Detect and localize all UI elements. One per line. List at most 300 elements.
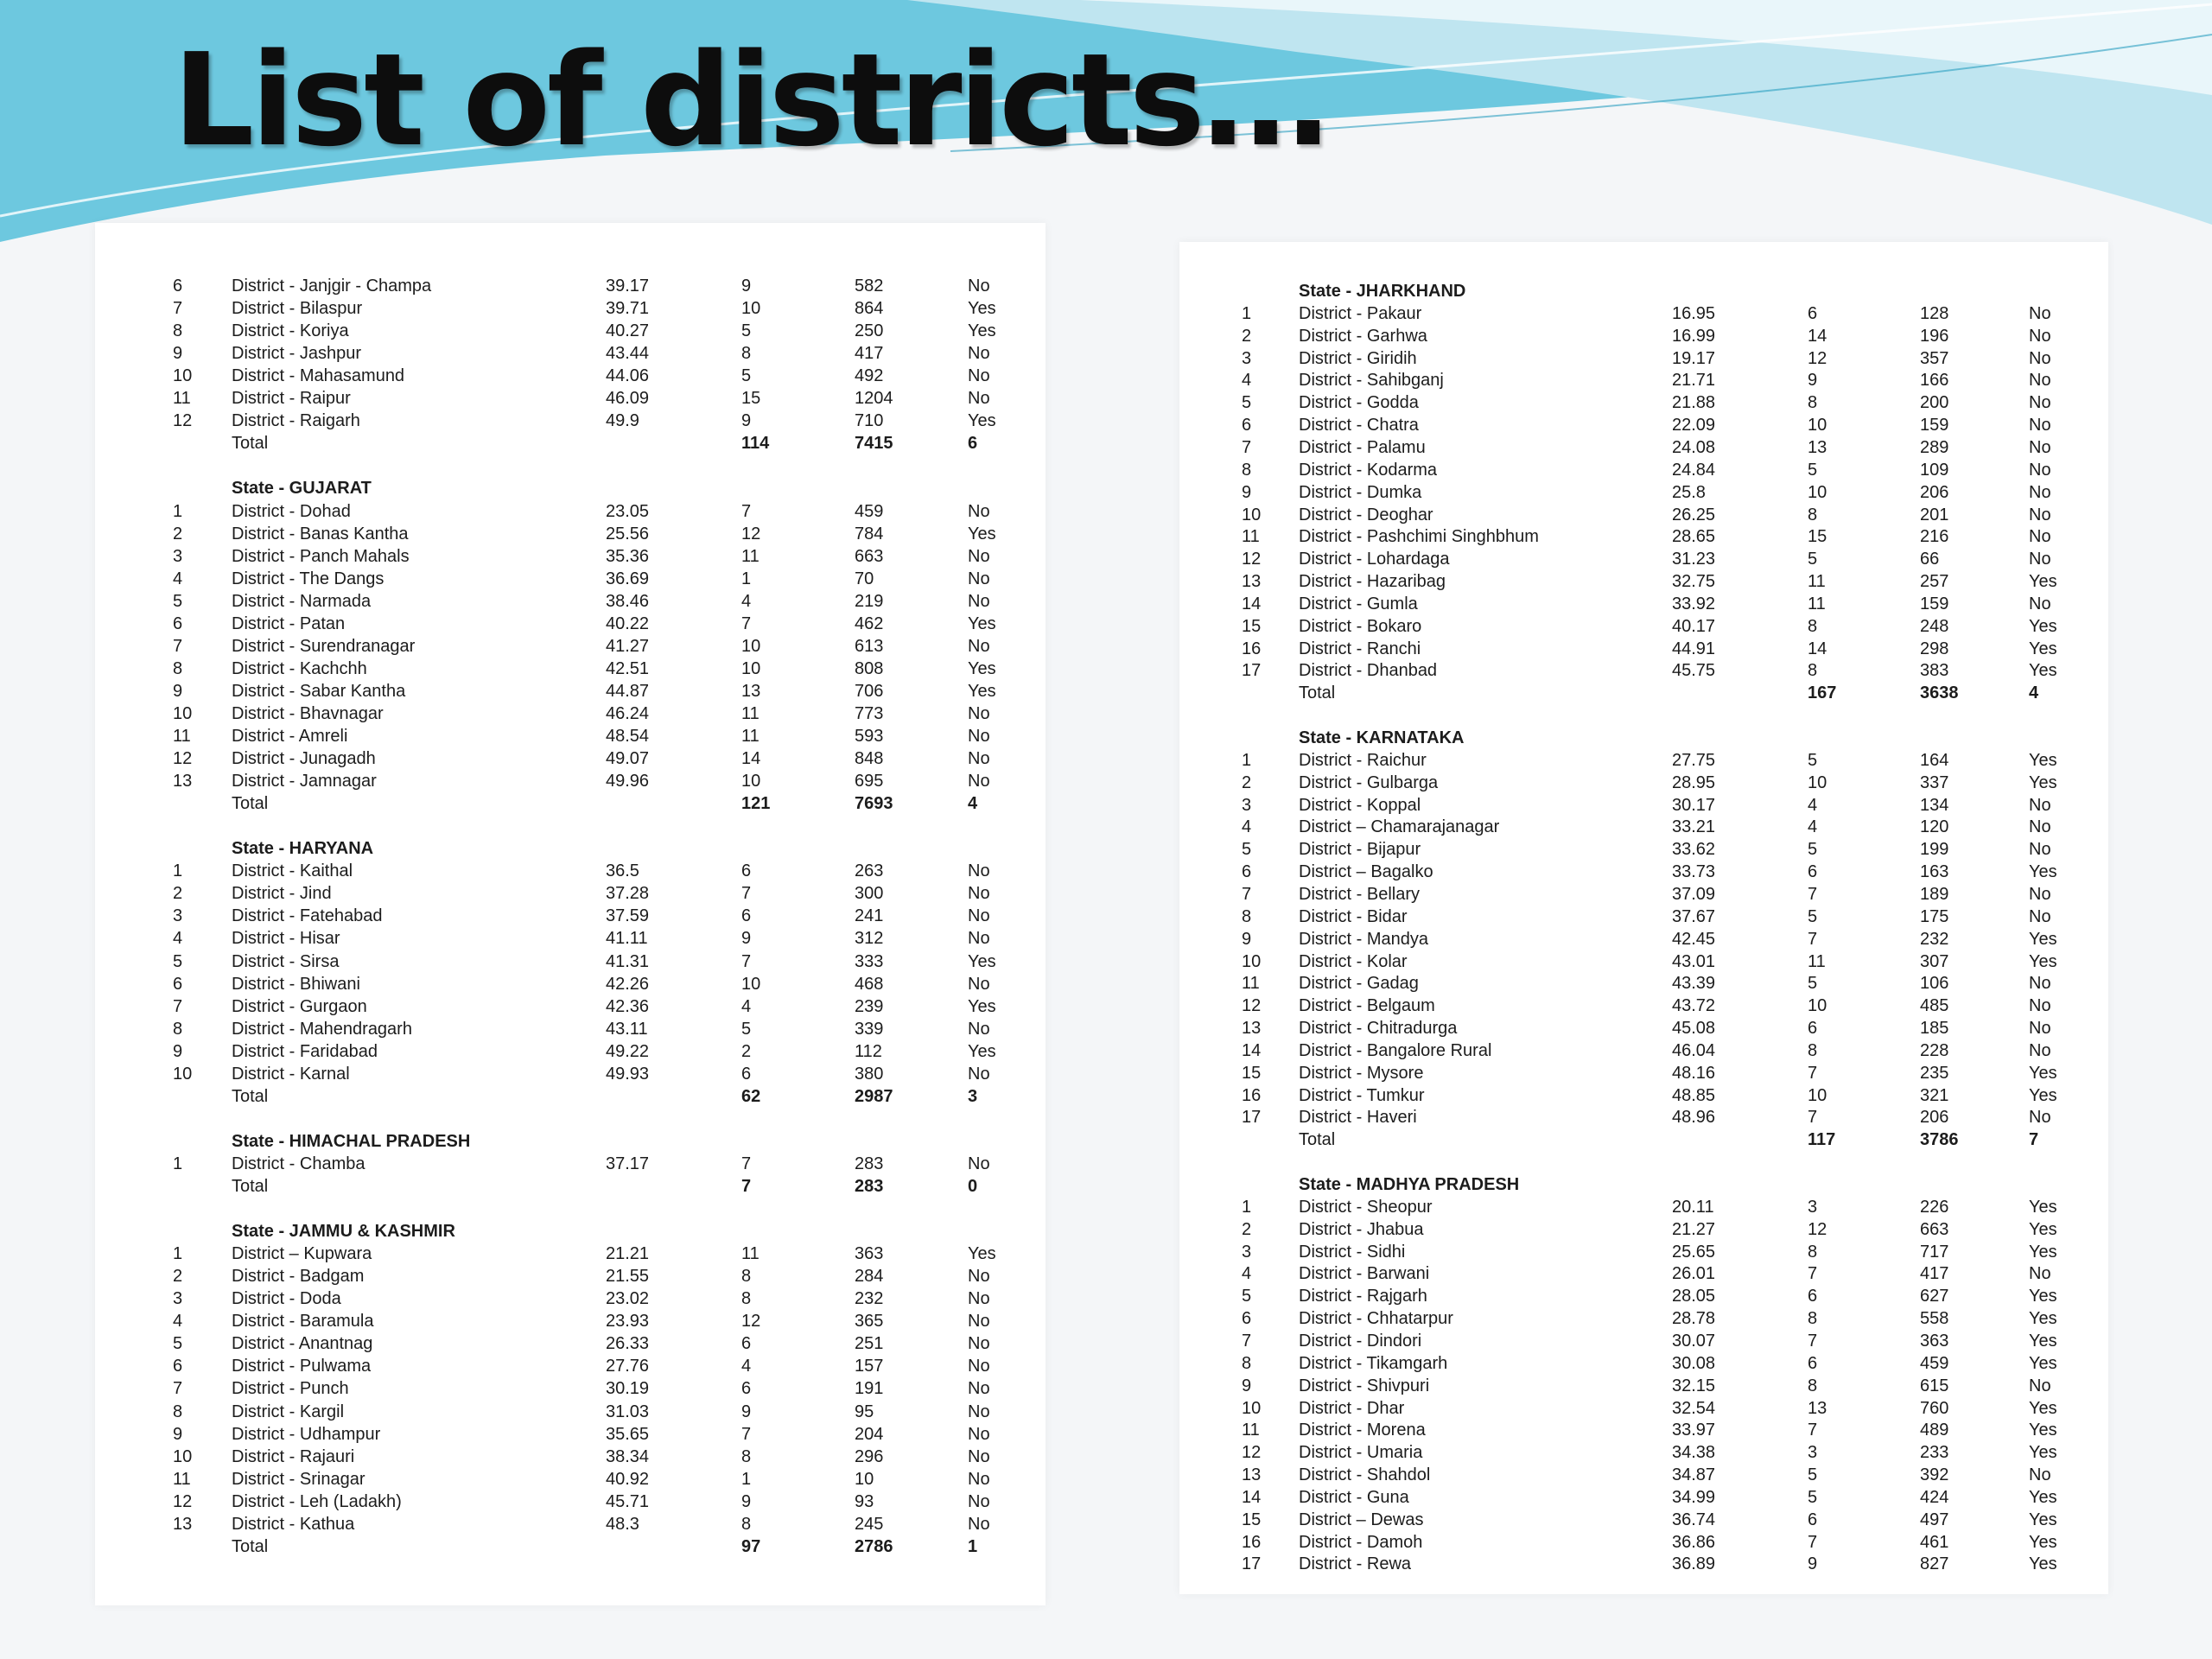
table-cell: 30.19 — [606, 1379, 650, 1399]
table-cell: 459 — [855, 501, 884, 521]
table-cell: 26.33 — [606, 1334, 650, 1354]
table-cell: 37.09 — [1672, 884, 1716, 904]
table-cell: 16.99 — [1672, 326, 1716, 346]
table-cell: No — [2029, 303, 2051, 323]
table-cell: 11 — [1242, 527, 1260, 547]
table-cell: 10 — [173, 366, 193, 386]
table-cell: 13 — [1242, 1019, 1262, 1039]
table-cell: 206 — [1920, 1108, 1949, 1128]
table-cell: 615 — [1920, 1376, 1949, 1395]
table-cell: No — [968, 1424, 990, 1444]
table-cell: 6 — [1242, 862, 1252, 882]
table-cell: District - Giridih — [1299, 348, 1417, 368]
table-cell: District - The Dangs — [232, 569, 385, 588]
table-cell: 7 — [741, 1177, 752, 1196]
table-cell: District - Punch — [232, 1379, 349, 1399]
table-cell: 489 — [1920, 1421, 1949, 1440]
table-cell: 163 — [1920, 862, 1949, 882]
table-cell: Yes — [2029, 862, 2057, 882]
table-cell: District - Amreli — [232, 727, 348, 746]
table-cell: 28.05 — [1672, 1287, 1716, 1306]
table-cell: 3638 — [1920, 683, 1959, 703]
table-cell: District - Hisar — [232, 929, 340, 949]
table-cell: 6 — [173, 1357, 183, 1376]
table-cell: Yes — [968, 951, 996, 971]
table-cell: District - Gulbarga — [1299, 772, 1439, 792]
table-cell: 13 — [1808, 437, 1827, 457]
table-cell: 717 — [1920, 1242, 1949, 1262]
table-cell: 228 — [1920, 1040, 1949, 1060]
table-cell: District - Banas Kantha — [232, 524, 409, 543]
table-cell: 13 — [1242, 572, 1262, 592]
table-cell: 7 — [173, 1379, 183, 1399]
table-cell: 3 — [1808, 1197, 1818, 1217]
table-cell: 5 — [173, 951, 183, 971]
table-cell: 8 — [1808, 505, 1818, 524]
table-cell: 39.71 — [606, 299, 650, 319]
table-cell: 31.23 — [1672, 550, 1716, 569]
table-cell: Yes — [2029, 1443, 2057, 1463]
table-cell: District - Kathua — [232, 1514, 355, 1534]
table-cell: District - Rajauri — [232, 1446, 355, 1466]
table-cell: 251 — [855, 1334, 884, 1354]
table-cell: 6 — [968, 434, 978, 454]
table-cell: 6 — [1808, 1510, 1818, 1529]
table-cell: Yes — [2029, 661, 2057, 681]
table-cell: Yes — [2029, 1085, 2057, 1105]
table-cell: No — [968, 1491, 990, 1511]
table-cell: Total — [232, 794, 269, 814]
table-cell: Total — [1299, 683, 1336, 703]
table-cell: 10 — [741, 636, 761, 656]
table-cell: District - Raigarh — [232, 411, 360, 431]
table-cell: No — [968, 929, 990, 949]
table-cell: 12 — [1808, 1219, 1827, 1239]
table-cell: 6 — [173, 613, 183, 633]
table-cell: Yes — [2029, 1331, 2057, 1351]
table-cell: 1 — [741, 1469, 752, 1489]
table-cell: 10 — [1242, 951, 1262, 971]
table-cell: 112 — [855, 1041, 882, 1061]
table-cell: 6 — [1242, 416, 1252, 435]
table-cell: District - Doda — [232, 1289, 341, 1309]
table-cell: 706 — [855, 681, 884, 701]
table-cell: 593 — [855, 727, 884, 746]
table-cell: 45.75 — [1672, 661, 1716, 681]
table-cell: 710 — [855, 411, 884, 431]
table-cell: District - Jhabua — [1299, 1219, 1424, 1239]
table-cell: 159 — [1920, 594, 1949, 613]
table-cell: 9 — [1242, 482, 1252, 502]
table-cell: No — [2029, 371, 2051, 391]
table-cell: No — [968, 1446, 990, 1466]
table-cell: District - Pashchimi Singhbhum — [1299, 527, 1539, 547]
table-cell: No — [968, 501, 990, 521]
table-cell: 4 — [741, 1357, 752, 1376]
table-cell: 5 — [173, 591, 183, 611]
table-cell: 97 — [741, 1536, 761, 1556]
table-cell: 11 — [1242, 974, 1260, 994]
table-cell: 4 — [1808, 817, 1818, 837]
table-cell: 3 — [1242, 348, 1252, 368]
table-cell: 30.08 — [1672, 1353, 1716, 1373]
table-cell: District - Guna — [1299, 1487, 1409, 1507]
table-cell: District - Panch Mahals — [232, 546, 410, 566]
table-cell: District - Bijapur — [1299, 840, 1421, 860]
table-cell: 8 — [741, 1289, 752, 1309]
table-cell: 8 — [1242, 460, 1252, 480]
table-cell: 784 — [855, 524, 884, 543]
table-cell: 663 — [1920, 1219, 1949, 1239]
table-cell: 3 — [173, 1289, 183, 1309]
table-cell: District - Koriya — [232, 321, 349, 341]
table-cell: 128 — [1920, 303, 1949, 323]
table-cell: 42.36 — [606, 996, 650, 1016]
table-cell: District - Patan — [232, 613, 346, 633]
table-cell: 23.93 — [606, 1312, 650, 1332]
table-cell: 27.76 — [606, 1357, 650, 1376]
table-cell: 8 — [741, 1446, 752, 1466]
table-cell: District - Ranchi — [1299, 639, 1421, 658]
table-cell: No — [968, 1019, 990, 1039]
table-cell: 30.07 — [1672, 1331, 1716, 1351]
table-cell: 7 — [741, 501, 752, 521]
table-cell: No — [968, 861, 990, 881]
table-cell: No — [2029, 884, 2051, 904]
table-cell: 28.65 — [1672, 527, 1716, 547]
table-cell: 8 — [1808, 1309, 1818, 1329]
table-cell: 4 — [173, 569, 183, 588]
table-cell: 15 — [1808, 527, 1827, 547]
table-cell: Yes — [968, 321, 996, 341]
table-cell: 5 — [1242, 1287, 1252, 1306]
table-cell: District - Hazaribag — [1299, 572, 1446, 592]
table-cell: No — [968, 1334, 990, 1354]
table-cell: District - Bokaro — [1299, 616, 1422, 636]
table-cell: Yes — [2029, 750, 2057, 770]
table-cell: District - Pakaur — [1299, 303, 1422, 323]
table-cell: 9 — [741, 929, 752, 949]
table-cell: District - Dumka — [1299, 482, 1422, 502]
table-cell: 49.93 — [606, 1064, 650, 1084]
table-cell: 12 — [1808, 348, 1827, 368]
table-cell: Yes — [2029, 1353, 2057, 1373]
table-cell: 248 — [1920, 616, 1949, 636]
table-cell: 6 — [741, 1334, 752, 1354]
table-cell: No — [2029, 996, 2051, 1016]
table-cell: 1204 — [855, 389, 893, 409]
table-cell: District - Sheopur — [1299, 1197, 1433, 1217]
table-cell: 28.95 — [1672, 772, 1716, 792]
table-cell: District - Dhanbad — [1299, 661, 1438, 681]
table-cell: District – Dewas — [1299, 1510, 1424, 1529]
table-cell: 1 — [741, 569, 752, 588]
table-cell: 8 — [1808, 1376, 1818, 1395]
table-cell: District - Bhavnagar — [232, 703, 384, 723]
table-cell: 23.02 — [606, 1289, 650, 1309]
table-cell: District - Lohardaga — [1299, 550, 1450, 569]
table-cell: 10 — [1808, 482, 1827, 502]
table-cell: 3786 — [1920, 1130, 1959, 1150]
table-cell: 43.01 — [1672, 951, 1716, 971]
table-cell: District - Damoh — [1299, 1532, 1423, 1552]
table-cell: 16 — [1242, 1532, 1262, 1552]
table-cell: District - Umaria — [1299, 1443, 1423, 1463]
table-cell: 284 — [855, 1267, 884, 1287]
table-cell: 10 — [173, 1064, 193, 1084]
table-cell: District - Sidhi — [1299, 1242, 1406, 1262]
table-cell: 8 — [1808, 1242, 1818, 1262]
table-cell: 43.72 — [1672, 996, 1716, 1016]
table-cell: 32.15 — [1672, 1376, 1716, 1395]
table-cell: 5 — [741, 321, 752, 341]
table-cell: 492 — [855, 366, 884, 386]
table-cell: 12 — [741, 524, 761, 543]
table-cell: 695 — [855, 772, 884, 791]
table-cell: 42.26 — [606, 974, 650, 994]
table-cell: 5 — [741, 366, 752, 386]
table-cell: 10 — [1808, 996, 1827, 1016]
table-cell: 337 — [1920, 772, 1949, 792]
table-cell: No — [2029, 1019, 2051, 1039]
table-cell: District - Sabar Kantha — [232, 681, 406, 701]
table-cell: 43.44 — [606, 344, 650, 364]
table-cell: 7 — [741, 884, 752, 904]
table-cell: No — [2029, 393, 2051, 413]
table-cell: 848 — [855, 749, 884, 769]
table-cell: 7 — [741, 1154, 752, 1173]
table-cell: District - Chatra — [1299, 416, 1419, 435]
table-cell: No — [2029, 795, 2051, 815]
table-cell: 11 — [741, 727, 760, 746]
table-cell: 10 — [1808, 772, 1827, 792]
table-cell: 9 — [173, 344, 183, 364]
table-cell: 2987 — [855, 1086, 893, 1106]
table-cell: 3 — [1242, 1242, 1252, 1262]
table-cell: 159 — [1920, 416, 1949, 435]
table-cell: 11 — [741, 1244, 760, 1264]
table-cell: 7 — [1808, 884, 1818, 904]
table-cell: 7 — [1242, 1331, 1252, 1351]
table-cell: 8 — [173, 1019, 183, 1039]
table-cell: 300 — [855, 884, 884, 904]
table-cell: 283 — [855, 1177, 884, 1196]
table-cell: 3 — [1808, 1443, 1818, 1463]
table-cell: District - Bidar — [1299, 906, 1408, 926]
table-cell: 13 — [741, 681, 761, 701]
table-cell: 70 — [855, 569, 874, 588]
table-cell: 7 — [741, 613, 752, 633]
table-cell: 3 — [173, 546, 183, 566]
table-cell: No — [2029, 1465, 2051, 1485]
table-cell: 2 — [173, 884, 183, 904]
table-cell: State - GUJARAT — [232, 479, 372, 499]
table-cell: District - Anantnag — [232, 1334, 373, 1354]
table-cell: No — [968, 906, 990, 926]
table-cell: 22.09 — [1672, 416, 1716, 435]
table-cell: 166 — [1920, 371, 1949, 391]
table-cell: No — [2029, 1108, 2051, 1128]
scanned-table-left-page — [95, 223, 1046, 1605]
table-cell: 38.46 — [606, 591, 650, 611]
table-cell: 48.96 — [1672, 1108, 1716, 1128]
table-cell: 42.45 — [1672, 929, 1716, 949]
table-cell: 26.25 — [1672, 505, 1716, 524]
table-cell: Yes — [2029, 1532, 2057, 1552]
table-cell: District – Chamarajanagar — [1299, 817, 1500, 837]
table-cell: 5 — [1808, 974, 1818, 994]
table-cell: State - JHARKHAND — [1299, 282, 1466, 301]
table-cell: District - Jamnagar — [232, 772, 377, 791]
table-cell: District - Kargil — [232, 1402, 345, 1421]
table-cell: Total — [232, 1177, 269, 1196]
table-cell: 8 — [1808, 661, 1818, 681]
table-cell: 5 — [1808, 1487, 1818, 1507]
table-cell: District - Mahasamund — [232, 366, 405, 386]
table-cell: 9 — [1242, 1376, 1252, 1395]
table-cell: 16 — [1242, 1085, 1262, 1105]
table-cell: 28.78 — [1672, 1309, 1716, 1329]
table-cell: Yes — [2029, 1063, 2057, 1083]
table-cell: District - Chhatarpur — [1299, 1309, 1453, 1329]
table-cell: 357 — [1920, 348, 1949, 368]
table-cell: District - Gadag — [1299, 974, 1419, 994]
table-cell: 9 — [741, 1402, 752, 1421]
table-cell: 4 — [1242, 371, 1252, 391]
table-cell: 204 — [855, 1424, 884, 1444]
table-cell: Total — [232, 1536, 269, 1556]
table-cell: 219 — [855, 591, 884, 611]
table-cell: District - Baramula — [232, 1312, 374, 1332]
table-cell: 9 — [1808, 371, 1818, 391]
table-cell: 34.99 — [1672, 1487, 1716, 1507]
table-cell: 43.11 — [606, 1019, 648, 1039]
table-cell: No — [2029, 974, 2051, 994]
table-cell: 10 — [741, 974, 761, 994]
table-cell: 121 — [741, 794, 771, 814]
table-cell: 13 — [1242, 1465, 1262, 1485]
table-cell: 298 — [1920, 639, 1949, 658]
table-cell: No — [2029, 527, 2051, 547]
table-cell: 6 — [1808, 1353, 1818, 1373]
table-cell: 6 — [741, 1379, 752, 1399]
table-cell: Yes — [968, 996, 996, 1016]
table-cell: 46.24 — [606, 703, 650, 723]
table-cell: 7 — [1808, 1331, 1818, 1351]
table-cell: 39.17 — [606, 276, 650, 296]
table-cell: 7 — [173, 996, 183, 1016]
table-cell: 6 — [741, 861, 752, 881]
table-cell: 20.11 — [1672, 1197, 1714, 1217]
table-cell: 36.74 — [1672, 1510, 1716, 1529]
table-cell: 245 — [855, 1514, 884, 1534]
table-cell: District - Faridabad — [232, 1041, 378, 1061]
table-cell: No — [2029, 505, 2051, 524]
table-cell: 11 — [741, 546, 760, 566]
table-cell: 10 — [741, 658, 761, 678]
table-cell: No — [2029, 817, 2051, 837]
table-cell: District - Bilaspur — [232, 299, 363, 319]
table-cell: District - Raipur — [232, 389, 351, 409]
table-cell: 8 — [173, 658, 183, 678]
table-cell: 663 — [855, 546, 884, 566]
table-cell: 23.05 — [606, 501, 650, 521]
table-cell: 49.9 — [606, 411, 639, 431]
table-cell: 8 — [1242, 1353, 1252, 1373]
table-cell: No — [2029, 550, 2051, 569]
table-cell: District - Kodarma — [1299, 460, 1438, 480]
table-cell: 11 — [173, 1469, 191, 1489]
table-cell: 16 — [1242, 639, 1262, 658]
table-cell: 11 — [1242, 1421, 1260, 1440]
table-cell: No — [968, 1267, 990, 1287]
table-cell: District - Gumla — [1299, 594, 1418, 613]
table-cell: District - Jind — [232, 884, 332, 904]
table-cell: 14 — [741, 749, 761, 769]
table-cell: 11 — [1808, 572, 1826, 592]
table-cell: 5 — [173, 1334, 183, 1354]
table-cell: 5 — [1808, 1465, 1818, 1485]
table-cell: 12 — [741, 1312, 761, 1332]
table-cell: Yes — [2029, 1554, 2057, 1574]
table-cell: District - Mysore — [1299, 1063, 1424, 1083]
table-cell: 37.17 — [606, 1154, 650, 1173]
table-cell: 392 — [1920, 1465, 1949, 1485]
table-cell: 760 — [1920, 1398, 1949, 1418]
table-cell: 5 — [741, 1019, 752, 1039]
table-cell: Yes — [2029, 1287, 2057, 1306]
table-cell: 134 — [1920, 795, 1949, 815]
table-cell: 41.27 — [606, 636, 650, 656]
table-cell: 1 — [173, 1154, 183, 1173]
table-cell: 459 — [1920, 1353, 1949, 1373]
table-cell: 191 — [855, 1379, 884, 1399]
table-cell: 4 — [741, 591, 752, 611]
table-cell: Yes — [2029, 1309, 2057, 1329]
table-cell: 33.62 — [1672, 840, 1716, 860]
table-cell: 13 — [173, 772, 193, 791]
table-cell: 1 — [173, 501, 183, 521]
table-cell: 2 — [1242, 772, 1252, 792]
table-cell: 4 — [741, 996, 752, 1016]
table-cell: 6 — [173, 276, 183, 296]
table-cell: 27.75 — [1672, 750, 1716, 770]
table-cell: 8 — [173, 1402, 183, 1421]
table-cell: 15 — [1242, 1510, 1262, 1529]
table-cell: Yes — [968, 681, 996, 701]
table-cell: District - Shahdol — [1299, 1465, 1431, 1485]
table-cell: 12 — [1242, 1443, 1262, 1463]
table-cell: 24.84 — [1672, 460, 1716, 480]
table-cell: 283 — [855, 1154, 884, 1173]
table-cell: 257 — [1920, 572, 1949, 592]
table-cell: 13 — [173, 1514, 193, 1534]
table-cell: 6 — [1808, 1287, 1818, 1306]
table-cell: 0 — [968, 1177, 978, 1196]
table-cell: 383 — [1920, 661, 1949, 681]
table-cell: State - MADHYA PRADESH — [1299, 1175, 1520, 1194]
table-cell: 12 — [173, 749, 193, 769]
table-cell: 8 — [173, 321, 183, 341]
table-cell: 34.38 — [1672, 1443, 1716, 1463]
table-cell: 48.16 — [1672, 1063, 1716, 1083]
table-cell: District - Badgam — [232, 1267, 365, 1287]
table-cell: 235 — [1920, 1063, 1949, 1083]
table-cell: 14 — [1808, 326, 1827, 346]
table-cell: District - Bhiwani — [232, 974, 360, 994]
table-cell: 827 — [1920, 1554, 1949, 1574]
table-cell: 5 — [1808, 460, 1818, 480]
